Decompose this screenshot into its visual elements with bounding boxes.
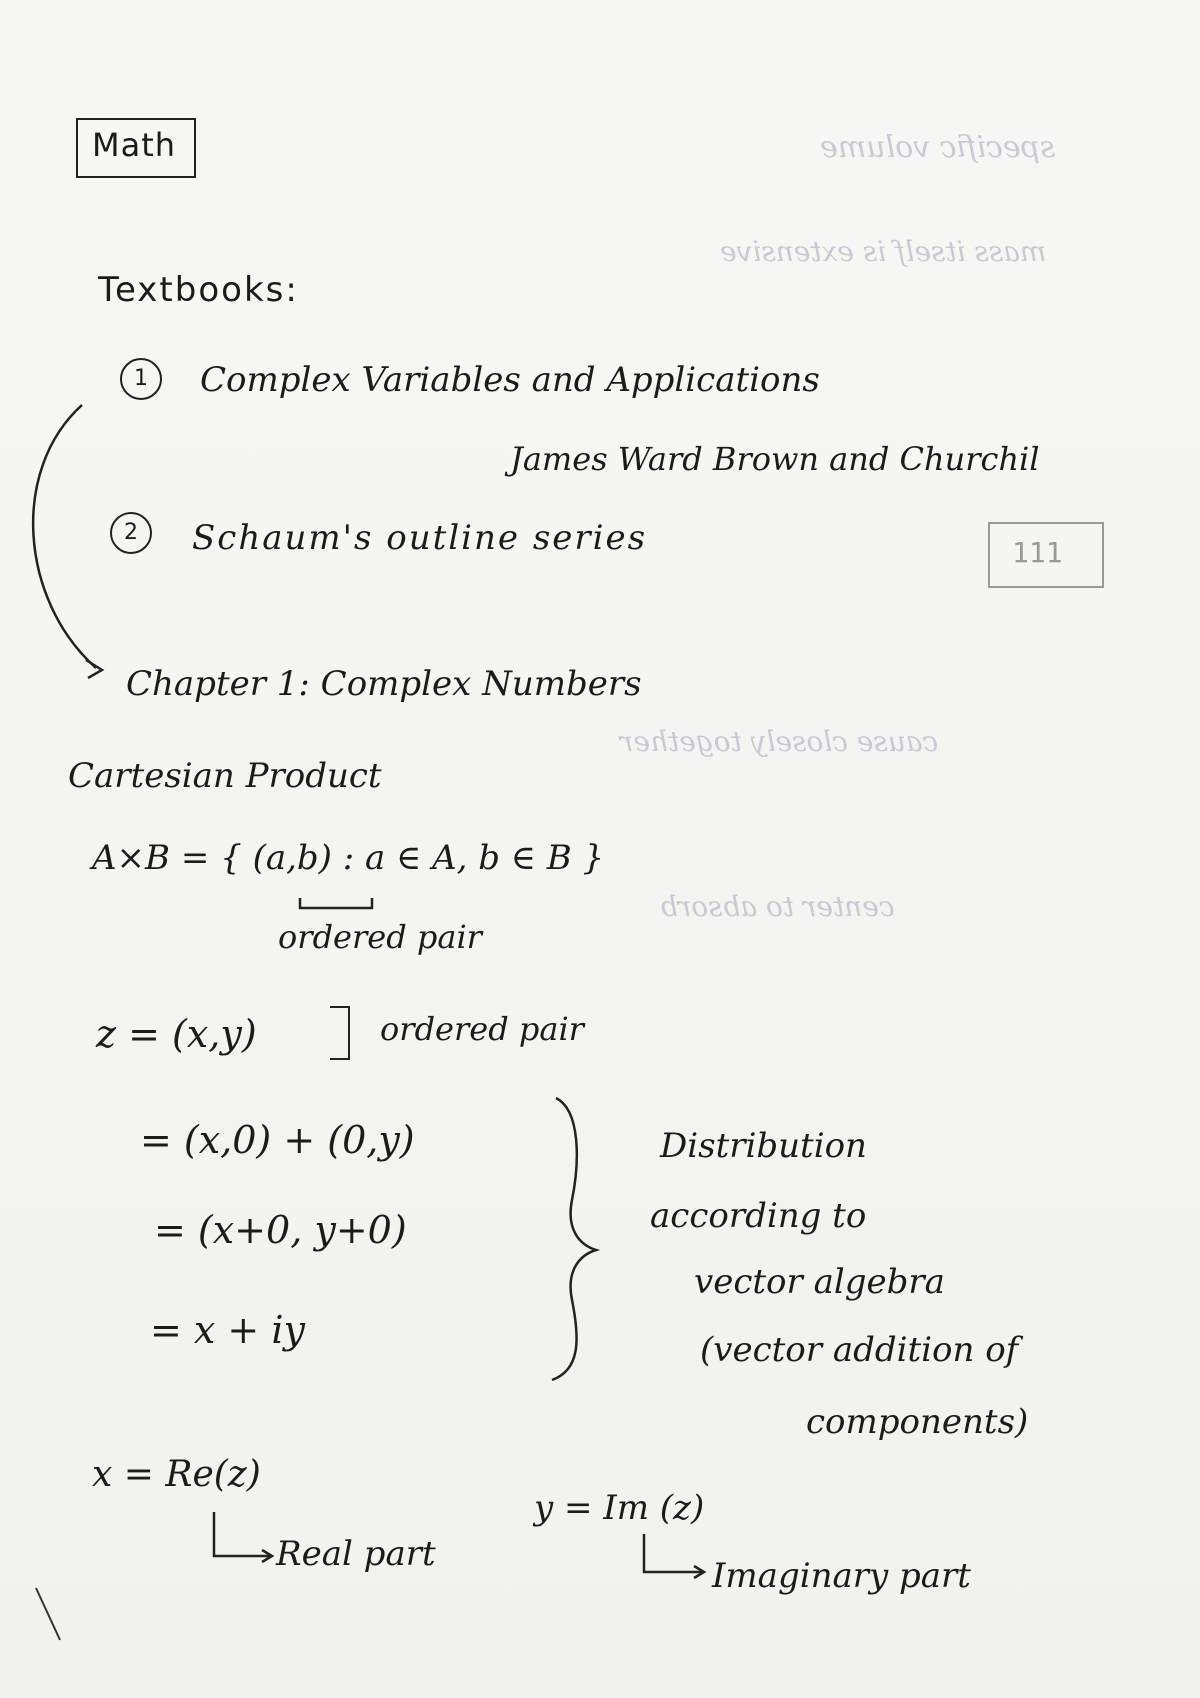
distribution-note-3: vector algebra [694,1262,945,1302]
z-ordered-pair-note: ordered pair [380,1010,584,1048]
textbook-1-author: James Ward Brown and Churchil [510,440,1040,478]
imag-arrow-head [694,1566,704,1578]
arrow-head [86,660,102,678]
bleed-through-text: cause closely together [620,725,939,758]
real-equation: x = Re(z) [92,1454,261,1495]
cartesian-title: Cartesian Product [68,756,382,796]
z-line-2: = (x,0) + (0,y) [140,1118,415,1162]
cartesian-definition: A×B = { (a,b) : a ∈ A, b ∈ B } [92,838,605,878]
imag-equation: y = Im (z) [534,1488,705,1528]
curved-arrow [33,405,96,668]
bleed-through-text: center to absorb [660,890,895,923]
chapter-title: Chapter 1: Complex Numbers [126,664,642,704]
distribution-note-5: components) [806,1402,1029,1442]
underbrace [300,898,372,908]
imag-arrow [644,1534,702,1572]
real-arrow-head [262,1550,272,1562]
item-number-1: 1 [120,358,162,400]
z-definition: z = (x,y) [96,1012,257,1056]
textbook-1-title: Complex Variables and Applications [200,360,820,400]
z-line-3: = (x+0, y+0) [154,1208,407,1252]
side-box-text: 111 [1012,536,1063,569]
distribution-note-4: (vector addition of [700,1330,1019,1370]
item-number-2: 2 [110,512,152,554]
distribution-note-1: Distribution [660,1126,867,1166]
stray-mark [36,1588,60,1640]
bleed-through-text: specific volume [820,130,1056,165]
textbooks-label: Textbooks: [98,270,299,310]
distribution-note-2: according to [650,1196,867,1236]
subject-heading: Math [92,126,177,164]
bleed-through-text: mass itself is extensive [720,235,1047,268]
curly-brace [552,1098,596,1380]
real-part-label: Real part [276,1534,436,1574]
z-line-4: = x + iy [150,1308,305,1352]
ordered-pair-note: ordered pair [278,918,482,956]
imag-part-label: Imaginary part [712,1556,971,1596]
real-arrow [214,1512,270,1556]
bracket-mark [330,1006,350,1060]
textbook-2-title: Schaum's outline series [192,518,648,558]
